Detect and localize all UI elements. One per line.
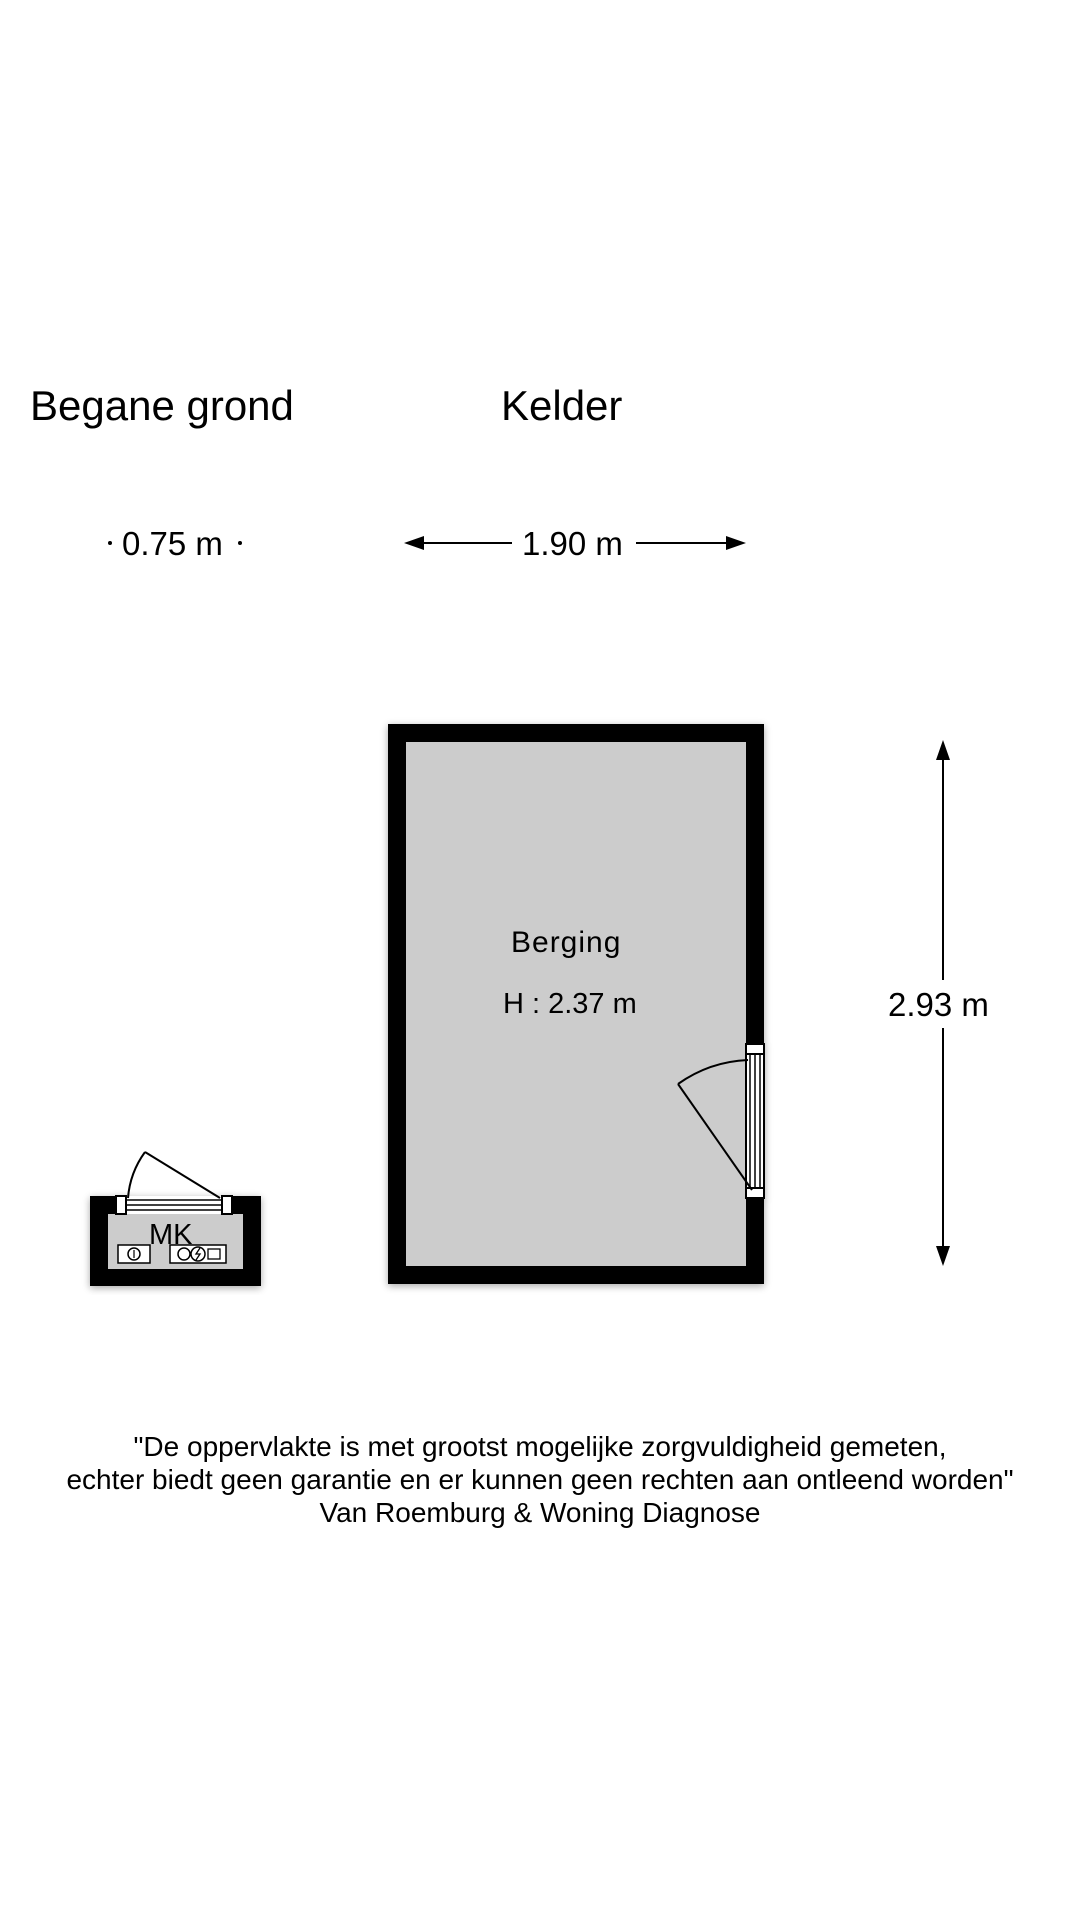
ground-width-label: 0.75 m xyxy=(122,525,223,562)
disclaimer-line-2: echter biedt geen garantie en er kunnen geen rechten aan ontleend worden" xyxy=(66,1464,1014,1495)
light-fixture-icon xyxy=(118,1245,150,1263)
room-height: H : 2.37 m xyxy=(503,988,637,1020)
disclaimer-line-1: "De oppervlakte is met grootst mogelijke zorgvuldigheid gemeten, xyxy=(133,1431,947,1462)
arrow-left-icon xyxy=(404,536,424,550)
arrow-right-icon xyxy=(726,536,746,550)
room-name: Berging xyxy=(511,926,622,959)
basement-floor-title: Kelder xyxy=(501,382,623,429)
disclaimer-line-3: Van Roemburg & Woning Diagnose xyxy=(319,1497,761,1528)
mk-door-swing-icon xyxy=(128,1152,220,1198)
basement-depth-label: 2.93 m xyxy=(888,986,989,1023)
arrow-down-icon xyxy=(936,1246,950,1266)
arrow-up-icon xyxy=(936,740,950,760)
ground-floor-title: Begane grond xyxy=(30,382,294,429)
disclaimer xyxy=(0,1430,1080,1529)
basement-width-label: 1.90 m xyxy=(522,525,623,562)
meter-cupboard-label: MK xyxy=(149,1219,193,1251)
